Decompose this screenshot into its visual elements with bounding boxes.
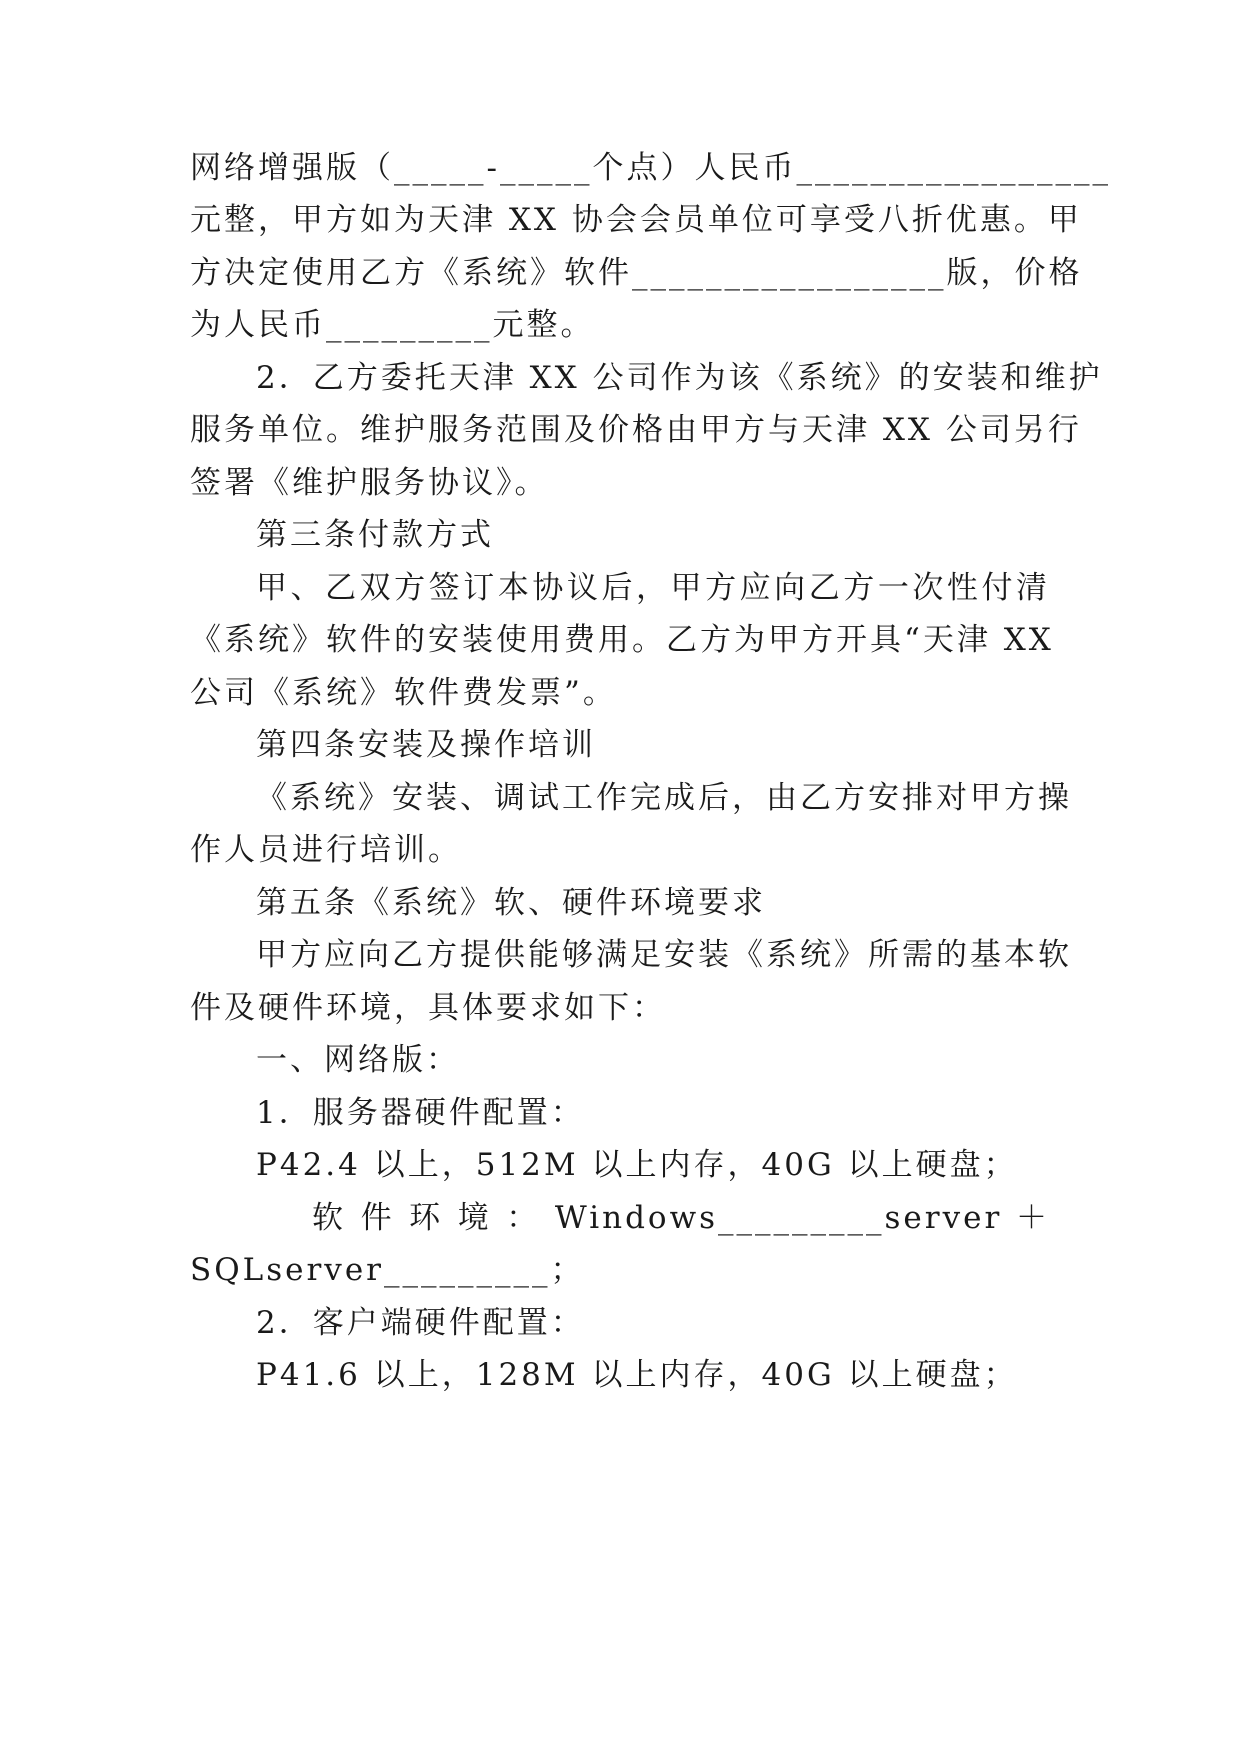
text-line: 网络增强版（_____-_____个点）人民币_________________ (190, 150, 1111, 186)
text-line: 《系统》安装、调试工作完成后，由乙方安排对甲方操 (256, 780, 1072, 816)
text-line: P41.6 以上，128M 以上内存，40G 以上硬盘； (256, 1357, 1018, 1393)
text-line: 方决定使用乙方《系统》软件_________________版，价格 (190, 255, 1083, 291)
section-heading: 第五条《系统》软、硬件环境要求 (256, 885, 766, 921)
text-line: 甲方应向乙方提供能够满足安装《系统》所需的基本软 (256, 937, 1072, 973)
text-line: 2．乙方委托天津 XX 公司作为该《系统》的安装和维护 (256, 360, 1103, 396)
section-heading: 第四条安装及操作培训 (256, 727, 596, 763)
list-item: 1．服务器硬件配置： (256, 1095, 585, 1131)
text-line: 甲、乙双方签订本协议后，甲方应向乙方一次性付清 (256, 570, 1050, 606)
text-line: 为人民币_________元整。 (190, 307, 595, 343)
list-heading: 一、网络版： (256, 1042, 460, 1078)
text-line: 《系统》软件的安装使用费用。乙方为甲方开具“天津 XX (190, 622, 1054, 658)
section-heading: 第三条付款方式 (256, 517, 494, 553)
list-item: 2．客户端硬件配置： (256, 1305, 585, 1341)
text-line: 软 件 环 境 ： Windows_________server ＋ (312, 1200, 1050, 1236)
text-line: 签署《维护服务协议》。 (190, 465, 549, 501)
text-line: 件及硬件环境，具体要求如下： (190, 990, 666, 1026)
text-line: SQLserver_________； (190, 1252, 585, 1288)
text-line: 服务单位。维护服务范围及价格由甲方与天津 XX 公司另行 (190, 412, 1082, 448)
text-line: 作人员进行培训。 (190, 832, 462, 868)
text-line: 元整，甲方如为天津 XX 协会会员单位可享受八折优惠。甲 (190, 202, 1082, 238)
text-line: 公司《系统》软件费发票”。 (190, 675, 617, 711)
text-line: P42.4 以上，512M 以上内存，40G 以上硬盘； (256, 1147, 1018, 1183)
